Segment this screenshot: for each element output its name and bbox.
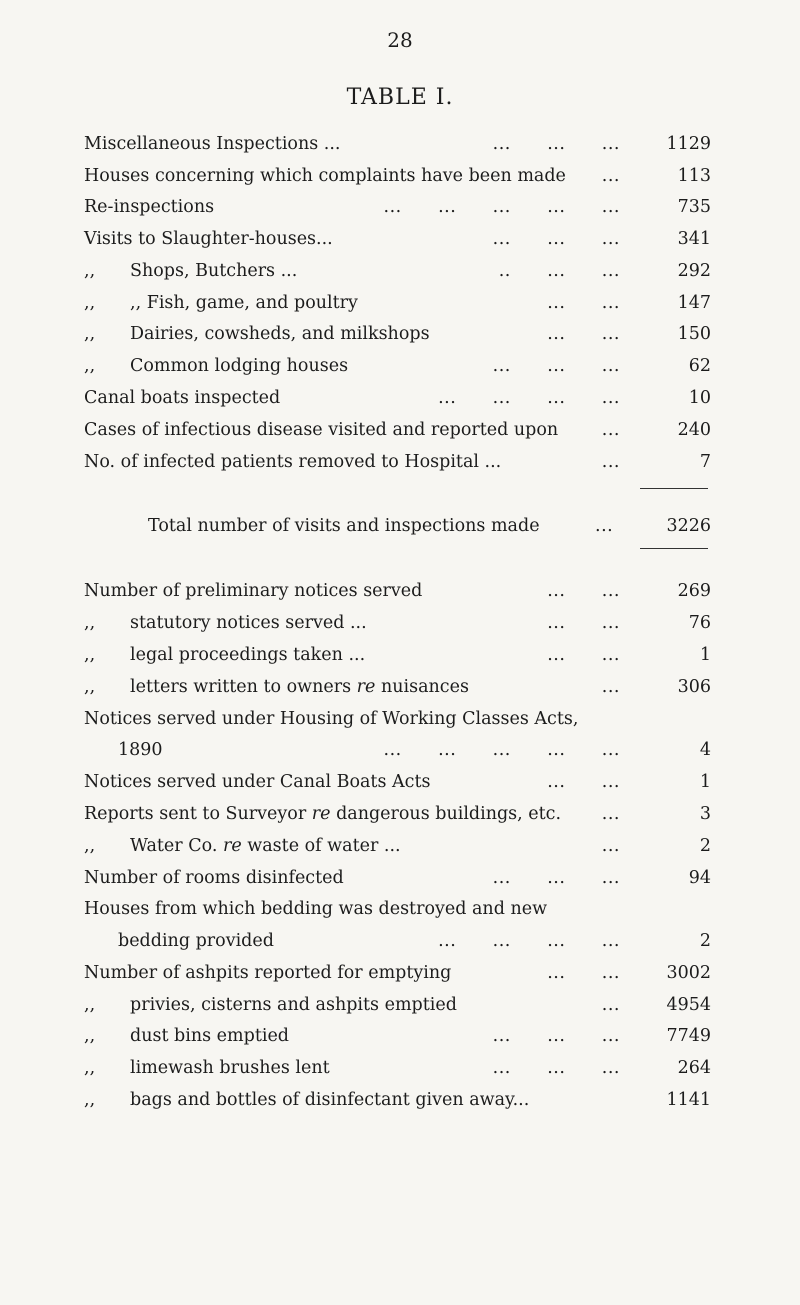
table-row	[0, 416, 800, 444]
table-row	[0, 768, 800, 796]
ditto-mark: ,,	[84, 356, 96, 376]
row-value: 264	[677, 1058, 711, 1078]
leader-dots: ... ...	[547, 645, 620, 665]
row-value: 10	[688, 388, 711, 408]
row-label: letters written to owners re nuisances	[130, 677, 469, 697]
row-value: 292	[677, 261, 711, 281]
leader-dots: ...	[601, 452, 620, 472]
total-row	[0, 512, 800, 540]
row-label: limewash brushes lent	[130, 1058, 330, 1078]
total-value: 3226	[666, 516, 711, 536]
row-label: privies, cisterns and ashpits emptied	[130, 995, 457, 1015]
leader-dots: ... ... ...	[492, 356, 620, 376]
row-label: Reports sent to Surveyor re dangerous buildings, etc.	[84, 804, 562, 824]
leader-dots: ...	[601, 420, 620, 440]
leader-dots: ... ...	[547, 324, 620, 344]
leader-dots: ... ...	[547, 581, 620, 601]
row-label: bedding provided	[118, 931, 274, 951]
ditto-mark: ,,	[84, 645, 96, 665]
row-label: Re-inspections	[84, 197, 215, 217]
table-title: TABLE I.	[346, 85, 454, 110]
page-number: 28	[387, 28, 413, 52]
row-value: 735	[677, 197, 711, 217]
row-label: Notices served under Housing of Working Classes Acts,	[84, 709, 579, 729]
leader-dots: ... ... ...	[492, 229, 620, 249]
leader-dots: ... ...	[547, 613, 620, 633]
leader-dots: ... ...	[547, 963, 620, 983]
row-value: 4954	[666, 995, 711, 1015]
row-label: Miscellaneous Inspections ...	[84, 134, 341, 154]
table-row	[0, 1054, 800, 1082]
leader-dots: ... ... ... ... ...	[383, 740, 620, 760]
leader-dots: ... ... ...	[492, 1026, 620, 1046]
leader-dots: ... ... ... ...	[438, 388, 620, 408]
row-label: Houses concerning which complaints have been made	[84, 166, 566, 186]
table-row	[0, 864, 800, 892]
row-label: Notices served under Canal Boats Acts	[84, 772, 431, 792]
leader-dots: ...	[595, 516, 614, 536]
table-row	[0, 384, 800, 412]
leader-dots: ...	[601, 836, 620, 856]
row-label: statutory notices served ...	[130, 613, 367, 633]
leader-dots: ... ...	[547, 293, 620, 313]
row-value: 94	[688, 868, 711, 888]
table-row	[0, 577, 800, 605]
row-label: dust bins emptied	[130, 1026, 290, 1046]
table-row	[0, 320, 800, 348]
row-label: No. of infected patients removed to Hospital ...	[84, 452, 502, 472]
leader-dots: ... ... ... ...	[438, 931, 620, 951]
table-row	[0, 1022, 800, 1050]
row-value: 4	[699, 740, 711, 760]
row-label: Water Co. re waste of water ...	[130, 836, 401, 856]
row-value: 1141	[666, 1090, 711, 1110]
leader-dots: ...	[601, 166, 620, 186]
row-value: 1	[699, 772, 711, 792]
row-label: Number of rooms disinfected	[84, 868, 344, 888]
table-row	[0, 448, 800, 476]
ditto-mark: ,,	[84, 613, 96, 633]
row-value: 7	[699, 452, 711, 472]
row-value: 3	[699, 804, 711, 824]
ditto-mark: ,,	[84, 261, 96, 281]
row-label: Visits to Slaughter-houses...	[84, 229, 333, 249]
table-row	[0, 927, 800, 955]
table-row	[0, 257, 800, 285]
sum-rule	[640, 488, 708, 489]
row-value: 113	[677, 166, 711, 186]
ditto-mark: ,,	[84, 995, 96, 1015]
row-value: 1129	[666, 134, 711, 154]
row-label: Number of ashpits reported for emptying	[84, 963, 452, 983]
ditto-mark: ,,	[84, 1026, 96, 1046]
table-row	[0, 193, 800, 221]
leader-dots: ...	[601, 995, 620, 1015]
row-label: legal proceedings taken ...	[130, 645, 366, 665]
table-row	[0, 162, 800, 190]
leader-dots: ... ... ...	[492, 1058, 620, 1078]
table-row	[0, 673, 800, 701]
row-label: bags and bottles of disinfectant given away...	[130, 1090, 530, 1110]
row-value: 269	[677, 581, 711, 601]
row-label: Cases of infectious disease visited and reported upon	[84, 420, 559, 440]
ditto-mark: ,,	[84, 293, 96, 313]
table-row	[0, 130, 800, 158]
leader-dots: ... ... ...	[492, 134, 620, 154]
row-label: Number of preliminary notices served	[84, 581, 423, 601]
row-value: 62	[688, 356, 711, 376]
row-value: 306	[677, 677, 711, 697]
table-row	[0, 736, 800, 764]
table-row	[0, 832, 800, 860]
row-value: 150	[677, 324, 711, 344]
row-label: Houses from which bedding was destroyed and new	[84, 899, 548, 919]
row-value: 3002	[666, 963, 711, 983]
leader-dots: .. ... ...	[498, 261, 620, 281]
row-value: 7749	[666, 1026, 711, 1046]
row-label: Canal boats inspected	[84, 388, 281, 408]
row-value: 240	[677, 420, 711, 440]
sum-rule	[640, 548, 708, 549]
table-row	[0, 289, 800, 317]
table-row	[0, 959, 800, 987]
table-row	[0, 705, 800, 733]
total-label: Total number of visits and inspections made	[148, 516, 540, 536]
table-row	[0, 641, 800, 669]
ditto-mark: ,,	[84, 677, 96, 697]
row-value: 2	[699, 836, 711, 856]
row-value: 1	[699, 645, 711, 665]
leader-dots: ... ... ...	[492, 868, 620, 888]
row-label: ,, Fish, game, and poultry	[130, 293, 358, 313]
table-row	[0, 609, 800, 637]
leader-dots: ...	[601, 677, 620, 697]
table-row	[0, 1086, 800, 1114]
row-value: 2	[699, 931, 711, 951]
row-label: Common lodging houses	[130, 356, 349, 376]
leader-dots: ... ...	[547, 772, 620, 792]
row-label: Dairies, cowsheds, and milkshops	[130, 324, 430, 344]
table-row	[0, 225, 800, 253]
ditto-mark: ,,	[84, 1058, 96, 1078]
table-row	[0, 895, 800, 923]
ditto-mark: ,,	[84, 324, 96, 344]
row-label: 1890	[118, 740, 163, 760]
table-row	[0, 991, 800, 1019]
row-value: 76	[688, 613, 711, 633]
table-row	[0, 800, 800, 828]
leader-dots: ...	[601, 804, 620, 824]
ditto-mark: ,,	[84, 1090, 96, 1110]
leader-dots: ... ... ... ... ...	[383, 197, 620, 217]
row-value: 147	[677, 293, 711, 313]
table-row	[0, 352, 800, 380]
row-value: 341	[677, 229, 711, 249]
row-label: Shops, Butchers ...	[130, 261, 298, 281]
ditto-mark: ,,	[84, 836, 96, 856]
